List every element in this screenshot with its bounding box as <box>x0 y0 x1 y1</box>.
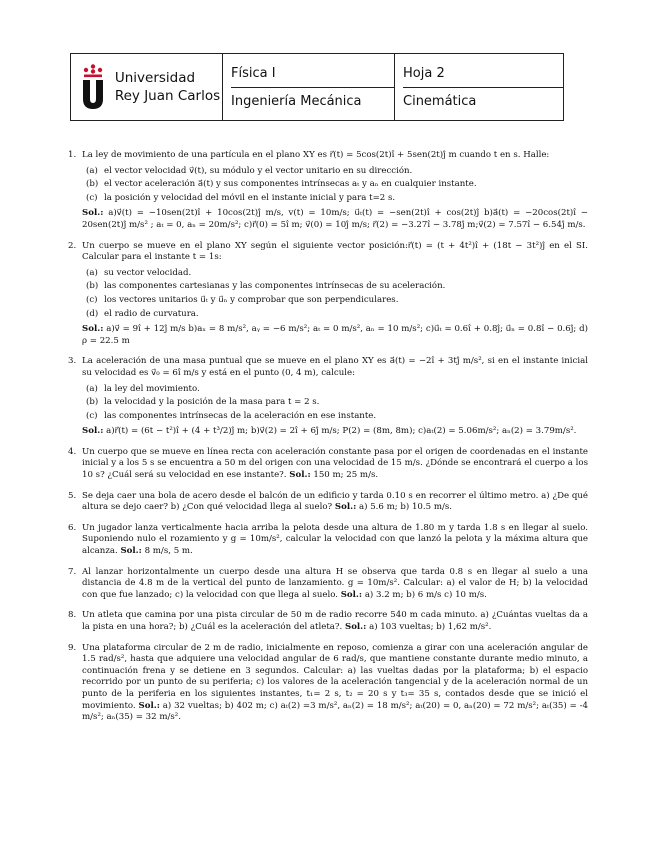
problem-statement: Al lanzar horizontalmente un cuerpo desde una altura H se observa que tarda 0.8 s en llegar al suelo a una distancia de 4.8 m de la vertical del punto de lanzamiento. g = 10m/s². Calcular: a) el valor de H; b) la velocidad con que fue lanzado; c) la velocidad con que llega al suelo. <box>82 566 588 600</box>
problem-part <box>86 193 588 205</box>
problem-statement: Un cuerpo se mueve en el plano XY según el siguiente vector posición:r⃗(t) = (t + 4t²)î + (18t − 3t²)ĵ en el SI. Calcular para el instante t = 1s: <box>82 240 588 263</box>
crown-icon <box>82 64 104 78</box>
problem-item <box>68 241 588 348</box>
solution-label: Sol.: <box>340 589 363 600</box>
part-text: el vector velocidad v⃗(t), su módulo y el vector unitario en su dirección. <box>104 165 413 176</box>
problem-statement: Un atleta que camina por una pista circular de 50 m de radio recorre 540 m cada minuto. a) ¿Cuántas vueltas da a la pista en una hora?; b) ¿Cuál es la aceleración del atleta?. <box>82 610 588 632</box>
u-letter-icon <box>81 80 105 110</box>
part-text: los vectores unitarios u⃗ₜ y u⃗ₙ y comprobar que son perpendiculares. <box>104 294 399 305</box>
part-label: (a) <box>86 383 98 394</box>
part-text: la ley del movimiento. <box>104 383 200 394</box>
problem-part <box>86 295 588 307</box>
problem-statement: Se deja caer una bola de acero desde el balcón de un edificio y tarda 0.10 s en recorrer el último metro. a) ¿De qué altura se dejo caer? b) ¿Con qué velocidad llega al suelo? <box>82 490 588 513</box>
sheet-number: Hoja 2 <box>403 65 445 81</box>
solution-text: a)v⃗ = 9î + 12ĵ m/s b)aₓ = 8 m/s², aᵧ = −6 m/s²; aₜ = 0 m/s², aₙ = 10 m/s²; c)u⃗ₜ = 0.6î + 0.8ĵ; u⃗ₙ = 0.8î − 0.6ĵ; d) ρ = 22.5 m <box>82 324 588 346</box>
solution-text: a) 32 vueltas; b) 402 m; c) aₜ(2) =3 m/s², aₙ(2) = 18 m/s²; aₜ(20) = 0, aₙ(20) = 72 m/s²; aₜ(35) = -4 m/s²; aₙ(35) = 32 m/s². <box>82 700 589 723</box>
part-text: el vector aceleración a⃗(t) y sus componentes intrínsecas aₜ y aₙ en cualquier instante. <box>104 179 477 190</box>
problem-part <box>86 397 588 409</box>
problem-number: 4. <box>68 446 77 457</box>
problem-item <box>68 447 588 482</box>
solution-label: Sol.: <box>82 324 104 335</box>
solution-text: a)v⃗(t) = −10sen(2t)î + 10cos(2t)ĵ m/s, v(t) = 10m/s; u⃗ₜ(t) = −sen(2t)î + cos(2t)ĵ b)a⃗(t) = −20cos(2t)î − 20sen(2t)ĵ m/s² ; aₜ = 0, aₙ = 20m/s²; c)r⃗(0) = 5î m; v⃗(0) = 10ĵ m/s; r⃗(2) = −3.27î − 3.78ĵ m;v⃗(2) = 7.57î − 6.54ĵ m/s. <box>82 208 589 230</box>
solution <box>82 324 588 347</box>
problem-item <box>68 523 588 558</box>
degree-name: Ingeniería Mecánica <box>231 87 394 115</box>
part-text: el radio de curvatura. <box>104 308 199 319</box>
solution-label: Sol.: <box>82 426 104 437</box>
sheet-topic: Cinemática <box>403 87 563 115</box>
part-label: (a) <box>86 267 98 278</box>
part-text: la posición y velocidad del móvil en el instante inicial y para t=2 s. <box>104 192 396 203</box>
problem-item <box>68 150 588 232</box>
solution-text: 8 m/s, 5 m. <box>144 546 193 557</box>
part-label: (d) <box>86 308 99 319</box>
problem-number: 9. <box>68 642 77 653</box>
solution-label: Sol.: <box>82 208 104 219</box>
problem-statement: Una plataforma circular de 2 m de radio, inicialmente en reposo, comienza a girar con una aceleración angular de 1.5 rad/s², hasta que adquiere una velocidad angular de 6 rad/s, que mantiene constante durante medio minuto, a continuación frena y se detiene en 3 segundos. Calcular: a) las vueltas dadas por la plataforma; b) el espacio recorrido por un punto de su periferia; c) los valores de la aceleración tangencial y de la aceleración normal de un punto de la periferia en los siguientes instantes, t₁= 2 s, t₂ = 20 s y t₃= 35 s, contados desde que se inició el movimiento. <box>82 642 588 711</box>
solution-text: a)r⃗(t) = (6t − t²)î + (4 + t³/2)ĵ m; b)v⃗(2) = 2î + 6ĵ m/s; P(2) = (8m, 8m); c)aₜ(2) = 5.06m/s²; aₙ(2) = 3.79m/s². <box>106 426 577 437</box>
problem-number: 1. <box>68 150 77 160</box>
part-label: (b) <box>86 179 99 190</box>
problem-part <box>86 411 588 423</box>
solution-text: a) 103 vueltas; b) 1,62 m/s². <box>369 622 492 632</box>
problem-number: 6. <box>68 522 77 533</box>
problem-parts <box>86 268 588 320</box>
problem-parts <box>86 384 588 423</box>
solution-text: 150 m; 25 m/s. <box>313 470 379 481</box>
part-label: (b) <box>86 281 99 292</box>
urjc-logo-icon <box>79 62 107 112</box>
solution-text: a) 3.2 m; b) 6 m/s c) 10 m/s. <box>364 589 487 600</box>
problem-statement: La ley de movimiento de una partícula en el plano XY es r⃗(t) = 5cos(2t)î + 5sen(2t)ĵ m cuando t en s. Halle: <box>82 150 550 160</box>
part-label: (c) <box>86 192 98 203</box>
problem-item <box>68 610 588 633</box>
problem-part <box>86 309 588 321</box>
document-header <box>70 53 564 121</box>
part-text: las componentes intrínsecas de la aceleración en ese instante. <box>104 410 377 421</box>
part-label: (a) <box>86 165 98 176</box>
part-label: (c) <box>86 410 98 421</box>
problem-number: 2. <box>68 240 77 251</box>
part-text: las componentes cartesianas y las componentes intrínsecas de su aceleración. <box>104 281 446 292</box>
university-name <box>115 69 220 105</box>
solution <box>82 208 588 231</box>
sheet-block <box>395 54 563 120</box>
part-label: (b) <box>86 397 99 408</box>
solution-label: Sol.: <box>120 546 142 557</box>
university-logo-block <box>71 54 223 120</box>
solution <box>82 426 588 438</box>
problem-item <box>68 567 588 602</box>
problem-item <box>68 491 588 514</box>
problem-part <box>86 384 588 396</box>
university-name-line2: Rey Juan Carlos <box>114 88 221 104</box>
problem-number: 7. <box>68 566 77 577</box>
course-title: Física I <box>231 65 276 81</box>
problem-parts <box>86 166 588 205</box>
university-name-line1: Universidad <box>114 70 196 86</box>
solution-label: Sol.: <box>138 700 160 711</box>
part-label: (c) <box>86 294 98 305</box>
problem-item <box>68 643 588 724</box>
part-text: su vector velocidad. <box>104 267 192 278</box>
solution-label: Sol.: <box>344 622 367 632</box>
problem-statement: La aceleración de una masa puntual que se mueve en el plano XY es a⃗(t) = −2î + 3tĵ m/s², si en el instante inicial su velocidad es v⃗₀ = 6î m/s y está en el punto (0, 4 m), calcule: <box>82 356 588 378</box>
problem-number: 5. <box>68 490 77 501</box>
solution-text: a) 5.6 m; b) 10.5 m/s. <box>358 502 453 513</box>
problem-part <box>86 281 588 293</box>
problem-statement: Un jugador lanza verticalmente hacia arriba la pelota desde una altura de 1.80 m y tarda 1.8 s en llegar al suelo. Suponiendo nulo el rozamiento y g = 10m/s², calcular la velocidad con que lanzó la pelota y la máxima altura que alcanza. <box>82 522 588 557</box>
part-text: la velocidad y la posición de la masa para t = 2 s. <box>104 397 320 408</box>
problem-part <box>86 179 588 191</box>
problem-item <box>68 356 588 438</box>
problem-statement: Un cuerpo que se mueve en línea recta con aceleración constante pasa por el origen de coordenadas en el instante inicial y a los 5 s se encuentra a 50 m del origen con una velocidad de 15 m/s. ¿Dónde se encontrará el cuerpo a los 10 s? ¿Cuál será su velocidad en ese instante?. <box>82 446 588 481</box>
solution-label: Sol.: <box>289 470 311 481</box>
problem-list <box>68 150 588 733</box>
problem-part <box>86 166 588 178</box>
problem-number: 8. <box>68 610 77 621</box>
solution-label: Sol.: <box>334 502 357 513</box>
problem-number: 3. <box>68 356 77 367</box>
problem-part <box>86 268 588 280</box>
course-block <box>223 54 395 120</box>
